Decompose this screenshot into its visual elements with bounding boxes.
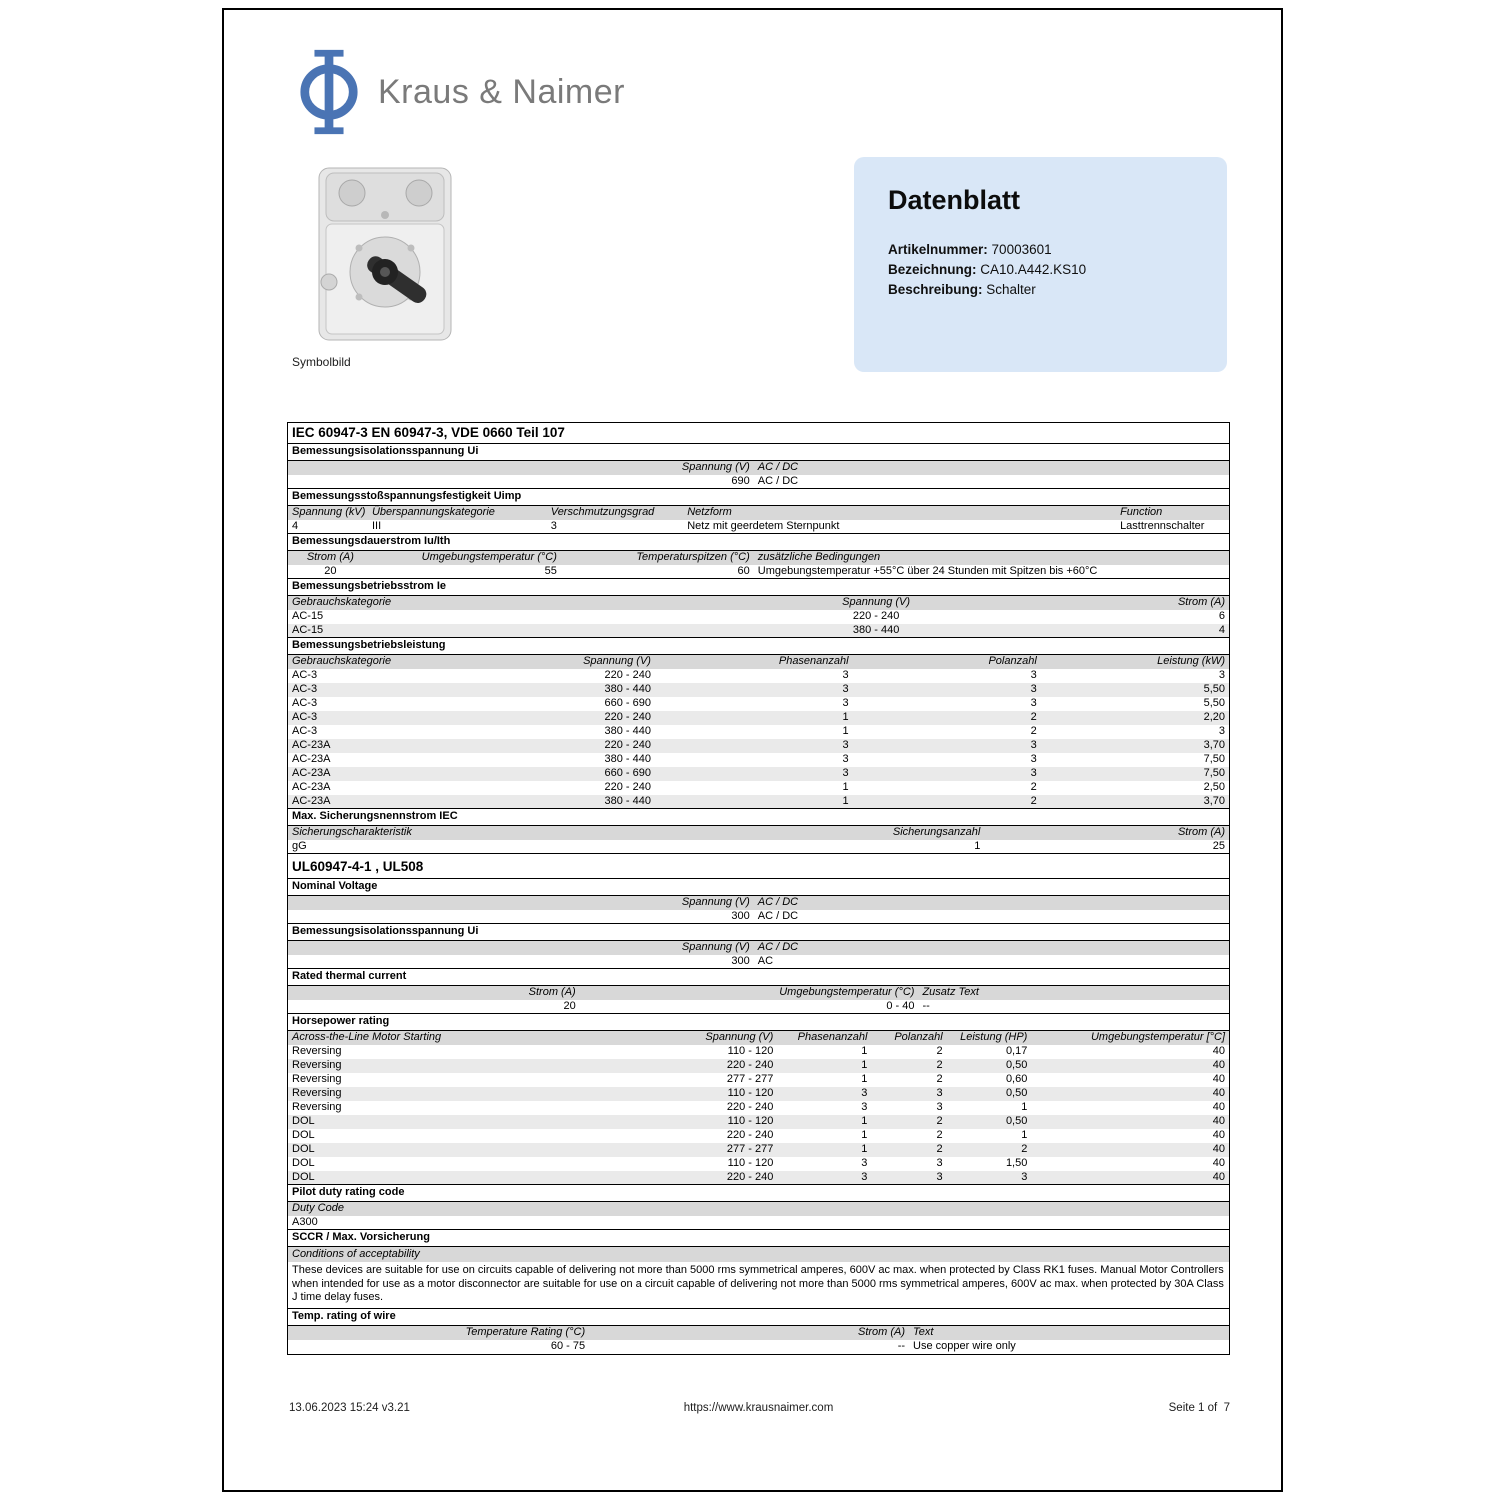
table-cell: AC-3 bbox=[288, 711, 523, 725]
table-cell: 220 - 240 bbox=[604, 669, 651, 681]
table-cell: 3 bbox=[1218, 669, 1225, 681]
section-horsepower-rating: Horsepower rating bbox=[288, 1013, 1229, 1031]
table-cell: 3 bbox=[947, 1171, 1032, 1185]
table-cell: Netz mit geerdetem Sternpunkt bbox=[687, 520, 840, 532]
ul-standard-title: UL60947-4-1 , UL508 bbox=[288, 853, 1229, 879]
table-cell: AC bbox=[757, 955, 774, 967]
table-cell: 2 bbox=[936, 1045, 943, 1057]
table-cell: 1 bbox=[655, 711, 853, 725]
table-cell: 60 bbox=[737, 565, 750, 577]
table-cell: 4 bbox=[1041, 624, 1229, 638]
table-cell: 20 bbox=[324, 565, 337, 577]
table-cell: 1 bbox=[861, 1045, 868, 1057]
table-cell: 3 bbox=[853, 739, 1041, 753]
table-cell: AC-3 bbox=[288, 683, 523, 697]
header-cell: Temperature Rating (°C) bbox=[288, 1326, 589, 1340]
table-header-row bbox=[288, 1202, 1229, 1216]
table-cell: 3 bbox=[842, 753, 849, 765]
table-row bbox=[288, 1000, 1229, 1014]
product-photo bbox=[307, 160, 465, 348]
table-cell: 220 - 240 bbox=[523, 711, 655, 725]
header-cell: Phasenanzahl bbox=[777, 1031, 871, 1045]
table-cell: 3 bbox=[871, 1171, 946, 1185]
table-cell: 2 bbox=[947, 1143, 1032, 1157]
header-cell: Umgebungstemperatur (°C) bbox=[580, 986, 919, 1000]
table-cell: 300 bbox=[731, 910, 750, 922]
table-cell: 1 bbox=[974, 840, 981, 852]
header-cell: zusätzliche Bedingungen bbox=[754, 551, 1229, 565]
table-cell: 2 bbox=[853, 711, 1041, 725]
table-header-row bbox=[288, 896, 1229, 910]
header-cell: Gebrauchskategorie bbox=[288, 596, 711, 610]
table-row bbox=[288, 669, 1229, 683]
ul-nominal-table bbox=[288, 896, 1229, 924]
table-cell: 40 bbox=[1031, 1059, 1229, 1073]
table-cell: 2 bbox=[936, 1129, 943, 1141]
table-row bbox=[288, 1087, 1229, 1101]
table-row bbox=[288, 1129, 1229, 1143]
table-cell: 40 bbox=[1212, 1157, 1225, 1169]
iec-iuith-table bbox=[288, 551, 1229, 579]
table-header-row bbox=[288, 551, 1229, 565]
header-cell: Netzform bbox=[683, 506, 1116, 520]
table-row bbox=[288, 711, 1229, 725]
table-cell: 1 bbox=[842, 725, 849, 737]
table-cell: 2 bbox=[871, 1059, 946, 1073]
table-row bbox=[288, 767, 1229, 781]
table-row bbox=[288, 1143, 1229, 1157]
header-cell: Umgebungstemperatur (°C) bbox=[373, 551, 561, 565]
section-operational-power: Bemessungsbetriebsleistung bbox=[288, 637, 1229, 655]
designation-value: CA10.A442.KS10 bbox=[980, 262, 1087, 277]
table-cell: 0 - 40 bbox=[886, 1000, 915, 1012]
iec-ie-table bbox=[288, 596, 1229, 638]
table-cell: 40 bbox=[1031, 1115, 1229, 1129]
page-footer bbox=[287, 1402, 1230, 1418]
table-cell: 0,50 bbox=[947, 1059, 1032, 1073]
table-cell: AC / DC bbox=[757, 910, 799, 922]
symbolbild-caption: Symbolbild bbox=[292, 355, 351, 369]
header-cell: AC / DC bbox=[754, 896, 1229, 910]
table-cell: 0,17 bbox=[1005, 1045, 1028, 1057]
table-cell: 3 bbox=[853, 767, 1041, 781]
table-row bbox=[288, 795, 1229, 809]
table-cell: 3 bbox=[1218, 725, 1225, 737]
iec-fuse-table bbox=[288, 826, 1229, 854]
section-sccr: SCCR / Max. Vorsicherung bbox=[288, 1229, 1229, 1247]
table-cell: 380 - 440 bbox=[523, 683, 655, 697]
table-cell: gG bbox=[292, 840, 307, 852]
table-cell: DOL bbox=[288, 1115, 664, 1129]
table-header-row bbox=[288, 826, 1229, 840]
table-cell: 1 bbox=[861, 1129, 868, 1141]
table-cell: AC-23A bbox=[288, 795, 523, 809]
section-operational-current: Bemessungsbetriebsstrom Ie bbox=[288, 578, 1229, 596]
table-row bbox=[288, 955, 1229, 969]
table-cell: AC-15 bbox=[292, 610, 324, 622]
table-cell: 3 bbox=[550, 520, 557, 532]
spec-sheet bbox=[287, 422, 1230, 1355]
table-cell: 3 bbox=[1030, 753, 1037, 765]
table-cell: 1 bbox=[1021, 1129, 1028, 1141]
table-cell: 380 - 440 bbox=[604, 725, 651, 737]
table-row bbox=[288, 739, 1229, 753]
article-number-value: 70003601 bbox=[991, 242, 1052, 257]
table-cell: III bbox=[371, 520, 382, 532]
header-cell: Leistung (kW) bbox=[1041, 655, 1229, 669]
table-cell: 3,70 bbox=[1041, 739, 1229, 753]
table-header-row bbox=[288, 655, 1229, 669]
section-nominal-voltage: Nominal Voltage bbox=[288, 878, 1229, 896]
header-cell: Strom (A) bbox=[288, 551, 373, 565]
table-cell: 220 - 240 bbox=[523, 739, 655, 753]
header-cell: Spannung (V) bbox=[711, 596, 1040, 610]
footer-url: https://www.krausnaimer.com bbox=[683, 1402, 834, 1414]
table-row bbox=[288, 1216, 1229, 1230]
table-cell: 3 bbox=[655, 767, 853, 781]
table-cell: 110 - 120 bbox=[727, 1045, 774, 1057]
designation-label: Bezeichnung: bbox=[888, 262, 977, 277]
table-cell: 300 bbox=[731, 955, 750, 967]
brand-name: Kraus & Naimer bbox=[378, 72, 625, 111]
table-cell: 220 - 240 bbox=[604, 781, 651, 793]
table-cell: 3 bbox=[1030, 697, 1037, 709]
table-cell: 3 bbox=[842, 697, 849, 709]
table-cell: 4 bbox=[292, 520, 299, 532]
table-cell: Umgebungstemperatur +55°C über 24 Stunden mit Spitzen bis +60°C bbox=[757, 565, 1098, 577]
table-cell: 3 bbox=[1030, 669, 1037, 681]
table-cell: -- bbox=[922, 1000, 930, 1012]
section-continuous-current: Bemessungsdauerstrom Iu/Ith bbox=[288, 533, 1229, 551]
table-row bbox=[288, 1045, 1229, 1059]
table-cell: Reversing bbox=[292, 1101, 342, 1113]
header-cell: AC / DC bbox=[754, 941, 1229, 955]
header-cell: Temperaturspitzen (°C) bbox=[561, 551, 754, 565]
section-ul-isolation-voltage: Bemessungsisolationsspannung Ui bbox=[288, 923, 1229, 941]
table-cell: AC-15 bbox=[288, 624, 711, 638]
table-cell: 40 bbox=[1212, 1073, 1225, 1085]
table-cell: 277 - 277 bbox=[664, 1143, 777, 1157]
description-field bbox=[888, 280, 1193, 300]
table-cell: 2 bbox=[871, 1143, 946, 1157]
header-cell: Spannung (V) bbox=[288, 461, 754, 475]
table-cell: A300 bbox=[292, 1216, 318, 1228]
table-row bbox=[288, 910, 1229, 924]
table-cell: 110 - 120 bbox=[664, 1087, 777, 1101]
table-row bbox=[288, 520, 1229, 534]
header-cell: Gebrauchskategorie bbox=[288, 655, 523, 669]
table-cell: DOL bbox=[292, 1157, 315, 1169]
table-cell: DOL bbox=[288, 1143, 664, 1157]
table-cell: 0,50 bbox=[947, 1115, 1032, 1129]
table-row bbox=[288, 1059, 1229, 1073]
table-cell: AC-23A bbox=[288, 767, 523, 781]
header-cell: Across-the-Line Motor Starting bbox=[288, 1031, 664, 1045]
table-cell: 660 - 690 bbox=[523, 767, 655, 781]
table-cell: 60 - 75 bbox=[550, 1339, 586, 1352]
table-cell: 2 bbox=[853, 795, 1041, 809]
table-cell: 3 bbox=[936, 1101, 943, 1113]
brand-header bbox=[298, 48, 625, 136]
table-cell: Reversing bbox=[288, 1087, 664, 1101]
table-cell: 690 bbox=[731, 475, 750, 487]
header-cell: Spannung (V) bbox=[288, 896, 754, 910]
header-cell: Sicherungscharakteristik bbox=[288, 826, 711, 840]
table-cell: 3 bbox=[842, 669, 849, 681]
table-cell: 3 bbox=[853, 683, 1041, 697]
table-cell: 3 bbox=[861, 1101, 868, 1113]
table-cell: 1 bbox=[1021, 1101, 1028, 1113]
table-cell: 3 bbox=[777, 1087, 871, 1101]
table-cell: 2,50 bbox=[1203, 781, 1225, 793]
table-cell: AC-23A bbox=[292, 781, 331, 793]
table-cell: Reversing bbox=[288, 1059, 664, 1073]
table-cell: 2 bbox=[871, 1115, 946, 1129]
table-cell: 3 bbox=[871, 1087, 946, 1101]
header-cell: Phasenanzahl bbox=[655, 655, 853, 669]
table-header-row bbox=[288, 1031, 1229, 1045]
table-cell: 3 bbox=[655, 683, 853, 697]
table-row bbox=[288, 725, 1229, 739]
table-row bbox=[288, 1157, 1229, 1171]
table-cell: 0,60 bbox=[1005, 1073, 1028, 1085]
table-row bbox=[288, 781, 1229, 795]
section-max-fuse-iec: Max. Sicherungsnennstrom IEC bbox=[288, 808, 1229, 826]
table-cell: AC-23A bbox=[292, 753, 331, 765]
section-isolation-voltage: Bemessungsisolationsspannung Ui bbox=[288, 443, 1229, 461]
table-header-row bbox=[288, 506, 1229, 520]
table-cell: 3 bbox=[777, 1171, 871, 1185]
ul-isolation-table bbox=[288, 941, 1229, 969]
article-number-field bbox=[888, 240, 1193, 260]
table-cell: 220 - 240 bbox=[726, 1101, 774, 1113]
footer-page-number: Seite 1 of 7 bbox=[1168, 1402, 1230, 1414]
table-header-row bbox=[288, 986, 1229, 1000]
table-header-row bbox=[288, 941, 1229, 955]
header-cell: Sicherungsanzahl bbox=[711, 826, 984, 840]
iec-standard-title: IEC 60947-3 EN 60947-3, VDE 0660 Teil 107 bbox=[288, 423, 1229, 444]
table-cell: 1 bbox=[842, 781, 849, 793]
table-row bbox=[288, 840, 1229, 854]
table-cell: 220 - 240 bbox=[726, 1129, 774, 1141]
table-cell: 277 - 277 bbox=[726, 1073, 774, 1085]
table-cell: 40 bbox=[1212, 1045, 1225, 1057]
table-cell: AC / DC bbox=[757, 475, 799, 487]
header-cell: Polanzahl bbox=[853, 655, 1041, 669]
table-row bbox=[288, 565, 1229, 579]
description-label: Beschreibung: bbox=[888, 282, 983, 297]
article-number-label: Artikelnummer: bbox=[888, 242, 988, 257]
table-cell: 220 - 240 bbox=[664, 1171, 777, 1185]
table-cell: 220 - 240 bbox=[852, 610, 900, 622]
table-cell: 55 bbox=[544, 565, 557, 577]
table-cell: 0,50 bbox=[947, 1087, 1032, 1101]
ul-thermal-table bbox=[288, 986, 1229, 1014]
sccr-conditions-text: These devices are suitable for use on circuits capable of delivering not more than 5000 rms symmetrical amperes, 600V ac max. when protected by Class RK1 fuses. Manual Motor Controllers when intended for use as a motor disconnector are suitable for use on a circuit capable of delivering not more than 5000 rms symmetrical amperes, 600V ac max. when protected by 30A Class J time delay fuses. bbox=[292, 1264, 1224, 1303]
iec-power-table bbox=[288, 655, 1229, 809]
table-header-row bbox=[288, 461, 1229, 475]
table-row bbox=[288, 1101, 1229, 1115]
table-cell: 660 - 690 bbox=[604, 697, 651, 709]
table-cell: 6 bbox=[1218, 610, 1225, 622]
description-value: Schalter bbox=[986, 282, 1036, 297]
table-cell: 1,50 bbox=[1005, 1157, 1028, 1169]
table-cell: 40 bbox=[1031, 1143, 1229, 1157]
table-row bbox=[288, 1073, 1229, 1087]
table-cell: 40 bbox=[1031, 1171, 1229, 1185]
document-page bbox=[222, 8, 1283, 1492]
kraus-naimer-logo-icon bbox=[298, 48, 360, 136]
header-cell: Umgebungstemperatur [°C] bbox=[1031, 1031, 1229, 1045]
header-cell: Strom (A) bbox=[1041, 596, 1229, 610]
table-cell: 380 - 440 bbox=[711, 624, 1040, 638]
header-cell: Strom (A) bbox=[984, 826, 1229, 840]
table-cell: 1 bbox=[777, 1059, 871, 1073]
table-cell: 1 bbox=[777, 1115, 871, 1129]
header-cell: Polanzahl bbox=[871, 1031, 946, 1045]
table-cell: AC-3 bbox=[292, 697, 318, 709]
header-cell: Strom (A) bbox=[589, 1326, 909, 1340]
table-cell: 7,50 bbox=[1041, 767, 1229, 781]
ul-wire-table bbox=[288, 1326, 1229, 1354]
table-cell: 2 bbox=[1030, 725, 1037, 737]
table-row bbox=[288, 1340, 1229, 1354]
table-cell: 3 bbox=[861, 1157, 868, 1169]
table-cell: 220 - 240 bbox=[664, 1059, 777, 1073]
table-cell: 3,70 bbox=[1041, 795, 1229, 809]
header-cell: Verschmutzungsgrad bbox=[547, 506, 683, 520]
table-cell: 1 bbox=[861, 1073, 868, 1085]
table-row bbox=[288, 683, 1229, 697]
table-cell: 7,50 bbox=[1203, 753, 1225, 765]
table-cell: 5,50 bbox=[1203, 697, 1225, 709]
table-cell: 5,50 bbox=[1041, 683, 1229, 697]
table-cell: 2 bbox=[936, 1073, 943, 1085]
table-cell: 40 bbox=[1212, 1129, 1225, 1141]
section-pilot-duty: Pilot duty rating code bbox=[288, 1184, 1229, 1202]
footer-date-version: 13.06.2023 15:24 v3.21 bbox=[289, 1402, 410, 1414]
infobox-title: Datenblatt bbox=[888, 185, 1021, 215]
table-cell: -- bbox=[897, 1339, 906, 1352]
table-cell: Reversing bbox=[292, 1073, 342, 1085]
table-row bbox=[288, 475, 1229, 489]
header-cell: Zusatz Text bbox=[918, 986, 1229, 1000]
iec-uimp-table bbox=[288, 506, 1229, 534]
header-cell: Duty Code bbox=[288, 1202, 1229, 1216]
table-cell: AC-23A bbox=[288, 739, 523, 753]
table-cell: AC-3 bbox=[292, 669, 318, 681]
table-cell: Lasttrennschalter bbox=[1120, 520, 1205, 532]
section-wire-temp-rating: Temp. rating of wire bbox=[288, 1308, 1229, 1326]
table-cell: 110 - 120 bbox=[664, 1115, 777, 1129]
header-cell: Text bbox=[909, 1326, 1229, 1340]
table-row bbox=[288, 753, 1229, 767]
table-cell: 40 bbox=[1212, 1101, 1225, 1113]
header-cell: Spannung (V) bbox=[523, 655, 655, 669]
table-cell: 2,20 bbox=[1041, 711, 1229, 725]
iec-isolation-table bbox=[288, 461, 1229, 489]
section-impulse-voltage: Bemessungsstoßspannungsfestigkeit Uimp bbox=[288, 488, 1229, 506]
header-cell: AC / DC bbox=[754, 461, 1229, 475]
table-cell: 25 bbox=[1212, 840, 1225, 852]
table-cell: 1 bbox=[777, 1143, 871, 1157]
designation-field bbox=[888, 260, 1193, 280]
header-cell: Spannung (V) bbox=[288, 941, 754, 955]
ul-horsepower-table bbox=[288, 1031, 1229, 1185]
table-cell: 40 bbox=[1031, 1087, 1229, 1101]
table-row bbox=[288, 697, 1229, 711]
table-row bbox=[288, 624, 1229, 638]
section-rated-thermal-current: Rated thermal current bbox=[288, 968, 1229, 986]
header-cell: Überspannungskategorie bbox=[368, 506, 547, 520]
table-cell: 20 bbox=[563, 1000, 576, 1012]
table-cell: 380 - 440 bbox=[604, 753, 651, 765]
sccr-conditions-header: Conditions of acceptability bbox=[288, 1247, 1229, 1262]
table-cell: 380 - 440 bbox=[523, 795, 655, 809]
table-cell: DOL bbox=[288, 1171, 664, 1185]
table-cell: 110 - 120 bbox=[727, 1157, 774, 1169]
table-cell: AC-3 bbox=[292, 725, 318, 737]
header-cell: Spannung (V) bbox=[664, 1031, 777, 1045]
ul-pilot-duty-table bbox=[288, 1202, 1229, 1230]
header-cell: Leistung (HP) bbox=[947, 1031, 1032, 1045]
datasheet-infobox bbox=[854, 157, 1227, 372]
table-cell: 1 bbox=[655, 795, 853, 809]
table-row bbox=[288, 1171, 1229, 1185]
table-cell: Reversing bbox=[292, 1045, 342, 1057]
table-cell: 2 bbox=[1030, 781, 1037, 793]
header-cell: Spannung (kV) bbox=[288, 506, 368, 520]
table-cell: Use copper wire only bbox=[913, 1339, 1016, 1352]
table-cell: 3 bbox=[655, 739, 853, 753]
header-cell: Strom (A) bbox=[288, 986, 580, 1000]
header-cell: Function bbox=[1116, 506, 1229, 520]
table-row bbox=[288, 610, 1229, 624]
table-row bbox=[288, 1115, 1229, 1129]
table-cell: DOL bbox=[292, 1129, 315, 1141]
table-header-row bbox=[288, 596, 1229, 610]
table-header-row bbox=[288, 1326, 1229, 1340]
table-cell: 3 bbox=[936, 1157, 943, 1169]
